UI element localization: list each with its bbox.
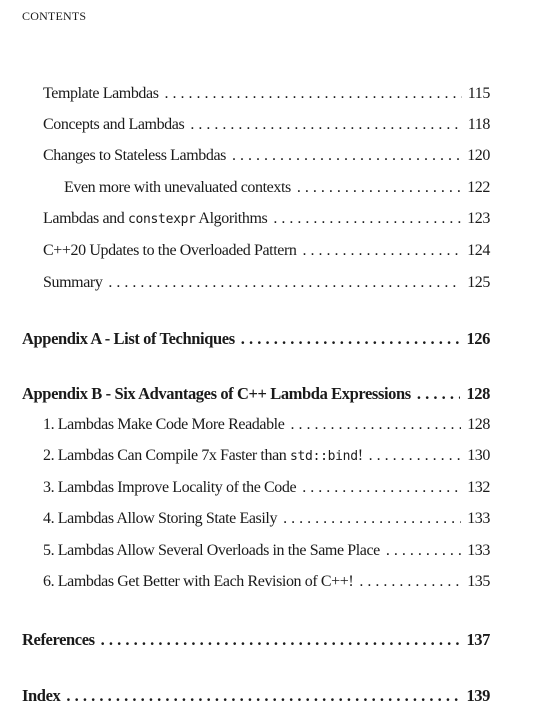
code-text: constexpr — [127, 212, 196, 227]
leader-dots — [241, 329, 461, 349]
title-text: Algorithms — [195, 210, 268, 227]
toc-page-number: 118 — [467, 116, 490, 133]
toc-entry[interactable] — [43, 210, 490, 228]
toc-page-number: 125 — [467, 274, 490, 291]
toc-entry-title: 5. Lambdas Allow Several Overloads in the Same Place — [43, 542, 380, 559]
toc-entry[interactable] — [43, 447, 490, 465]
toc-entry[interactable] — [43, 85, 490, 103]
leader-dots — [283, 510, 461, 528]
toc-chapter-title: References — [22, 630, 95, 649]
title-text: ! — [357, 447, 363, 464]
toc-chapter[interactable] — [22, 384, 490, 404]
toc-page-number: 139 — [466, 686, 490, 705]
toc-page-number: 130 — [467, 447, 490, 464]
toc-subentry[interactable] — [64, 179, 490, 197]
toc-entry[interactable] — [43, 542, 490, 560]
toc-page-number: 128 — [466, 384, 490, 403]
toc-entry-title: 3. Lambdas Improve Locality of the Code — [43, 479, 297, 496]
toc-page-number: 124 — [467, 242, 490, 259]
toc-entry[interactable] — [43, 479, 490, 497]
toc-chapter[interactable] — [22, 686, 490, 706]
toc-page-number: 133 — [467, 510, 490, 527]
leader-dots — [101, 630, 461, 650]
leader-dots — [417, 384, 461, 404]
leader-dots — [108, 274, 461, 292]
toc-page-number: 122 — [467, 179, 490, 196]
leader-dots — [273, 210, 461, 228]
toc-chapter-title: Appendix A - List of Techniques — [22, 329, 235, 348]
leader-dots — [297, 179, 461, 197]
toc-page-number: 137 — [466, 630, 490, 649]
leader-dots — [232, 147, 461, 165]
leader-dots — [66, 686, 460, 706]
toc-entry-title: 1. Lambdas Make Code More Readable — [43, 416, 285, 433]
toc-page-number: 115 — [467, 85, 490, 102]
toc-page-number: 126 — [466, 329, 490, 348]
title-text: 2. Lambdas Can Compile 7x Faster than — [43, 447, 290, 464]
leader-dots — [303, 242, 462, 260]
code-text: std::bind — [289, 449, 358, 464]
toc-entry-title: Changes to Stateless Lambdas — [43, 147, 226, 164]
toc-page-number: 132 — [467, 479, 490, 496]
toc-entry[interactable] — [43, 147, 490, 165]
toc-page-number: 123 — [467, 210, 490, 227]
toc-chapter-title: Appendix B - Six Advantages of C++ Lambda Expressions — [22, 384, 411, 403]
leader-dots — [386, 542, 461, 560]
toc-entry[interactable] — [43, 416, 490, 434]
toc-chapter[interactable] — [22, 329, 490, 349]
toc-entry-title: 4. Lambdas Allow Storing State Easily — [43, 510, 278, 527]
title-text: Lambdas and — [43, 210, 128, 227]
toc-entry[interactable] — [43, 510, 490, 528]
toc-entry-title: Template Lambdas — [43, 85, 159, 102]
toc-entry[interactable] — [43, 116, 490, 134]
toc-page-number: 133 — [467, 542, 490, 559]
toc-page-number: 120 — [467, 147, 490, 164]
toc-chapter-title: Index — [22, 686, 61, 705]
toc-entry-title — [43, 210, 267, 228]
leader-dots — [302, 479, 461, 497]
toc-entry[interactable] — [43, 573, 490, 591]
toc-entry-title — [43, 447, 363, 465]
leader-dots — [290, 416, 461, 434]
leader-dots — [369, 447, 462, 465]
toc-entry-title: Even more with unevaluated contexts — [64, 179, 291, 196]
toc-chapter[interactable] — [22, 630, 490, 650]
toc-entry-title: 6. Lambdas Get Better with Each Revision of C++! — [43, 573, 354, 590]
running-head: CONTENTS — [22, 9, 87, 23]
toc-entry[interactable] — [43, 274, 490, 292]
toc-page-number: 135 — [467, 573, 490, 590]
toc-entry-title: C++20 Updates to the Overloaded Pattern — [43, 242, 297, 259]
toc-entry[interactable] — [43, 242, 490, 260]
toc-entry-title: Concepts and Lambdas — [43, 116, 185, 133]
toc-page-number: 128 — [467, 416, 490, 433]
leader-dots — [190, 116, 461, 134]
leader-dots — [359, 573, 461, 591]
leader-dots — [165, 85, 462, 103]
toc-entry-title: Summary — [43, 274, 103, 291]
